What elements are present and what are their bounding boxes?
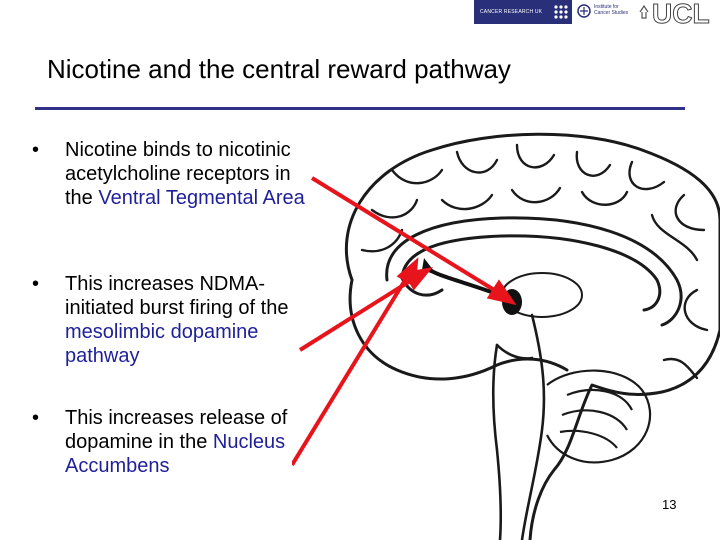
- bullet-symbol: •: [32, 273, 40, 295]
- bullet-text: This increases release of dopamine in the: [65, 407, 288, 453]
- cancer-studies-line1: Institute for: [594, 4, 619, 10]
- bullet-highlight: Nucleus Accumbens: [65, 431, 286, 477]
- bullet-highlight: mesolimbic dopamine pathway: [65, 321, 259, 367]
- bullet-symbol: •: [32, 139, 40, 161]
- ucl-logo-text: UCL: [652, 0, 710, 26]
- cancer-research-uk-logo: [474, 0, 572, 24]
- cerebellum: [547, 371, 650, 463]
- title-rule: [35, 107, 685, 110]
- slide-title: Nicotine and the central reward pathway: [47, 54, 511, 84]
- cancer-studies-mark-icon: [576, 3, 592, 19]
- bullet-item: [32, 406, 322, 478]
- bullet-item: [32, 272, 322, 368]
- cancer-studies-line2: Cancer Studies: [594, 10, 629, 16]
- bullet-highlight: Ventral Tegmental Area: [98, 187, 305, 209]
- bullet-text: Nicotine binds to nicotinic acetylcholine receptors in the: [65, 139, 291, 209]
- bullet-symbol: •: [32, 407, 40, 429]
- dots-icon: [552, 3, 570, 21]
- ucl-portico-icon: [640, 6, 648, 18]
- cancer-studies-logo: [574, 0, 638, 24]
- bullet-item: [32, 138, 322, 210]
- pointer-arrows: [292, 178, 512, 465]
- page-number: 13: [662, 497, 677, 512]
- cancer-research-logo-text: CANCER RESEARCH UK: [480, 9, 543, 15]
- bullet-text: This increases NDMA-initiated burst firing of the: [65, 273, 289, 319]
- header-logos: [460, 0, 720, 28]
- brain-sagittal-diagram: [292, 130, 720, 540]
- ucl-logo: [638, 0, 720, 26]
